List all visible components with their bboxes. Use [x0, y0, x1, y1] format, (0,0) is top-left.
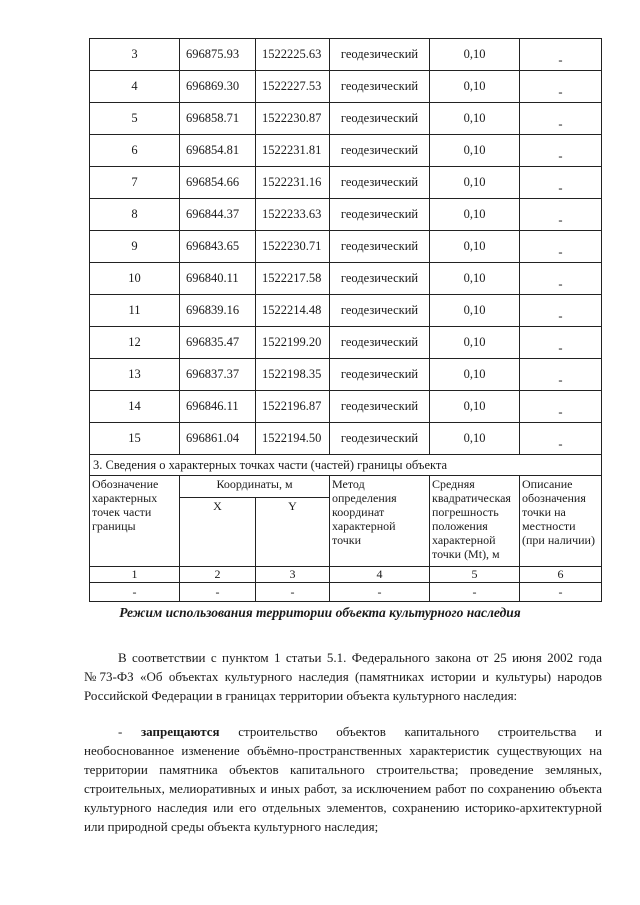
description-cell: -: [520, 167, 602, 199]
header-description: Описание обозначения точки на местности (при наличии): [520, 476, 602, 567]
table-row: [90, 263, 602, 295]
table-row: [90, 71, 602, 103]
column-number: 4: [330, 567, 430, 583]
point-number-cell: 12: [90, 327, 180, 359]
description-cell: -: [520, 327, 602, 359]
description-cell: -: [520, 423, 602, 455]
prohibited-keyword: запрещаются: [140, 724, 220, 739]
coord-y-cell: 1522199.20: [256, 327, 330, 359]
empty-cell: -: [430, 583, 520, 602]
description-cell: -: [520, 359, 602, 391]
coord-x-cell: 696869.30: [180, 71, 256, 103]
point-number-cell: 13: [90, 359, 180, 391]
method-cell: геодезический: [330, 135, 430, 167]
point-number-cell: 7: [90, 167, 180, 199]
coord-y-cell: 1522231.16: [256, 167, 330, 199]
header-x: X: [180, 498, 256, 567]
error-value-cell: 0,10: [430, 423, 520, 455]
error-value-cell: 0,10: [430, 359, 520, 391]
error-value-cell: 0,10: [430, 39, 520, 71]
coord-x-cell: 696844.37: [180, 199, 256, 231]
header-error: Средняя квадратическая погрешность положения характерной точки (Mt), м: [430, 476, 520, 567]
empty-cell: -: [90, 583, 180, 602]
point-number-cell: 8: [90, 199, 180, 231]
table-row: [90, 199, 602, 231]
header-method: Метод определения координат характерной точки: [330, 476, 430, 567]
point-number-cell: 4: [90, 71, 180, 103]
method-cell: геодезический: [330, 359, 430, 391]
table-row: [90, 391, 602, 423]
empty-cell: -: [520, 583, 602, 602]
coord-x-cell: 696858.71: [180, 103, 256, 135]
section3-title: 3. Сведения о характерных точках части (частей) границы объекта: [90, 455, 602, 476]
point-number-cell: 10: [90, 263, 180, 295]
error-value-cell: 0,10: [430, 103, 520, 135]
section3-table: [90, 455, 602, 602]
header-y: Y: [256, 498, 330, 567]
empty-data-row: [90, 583, 602, 602]
description-cell: -: [520, 71, 602, 103]
paragraph-body: строительство объектов капитального строительства и необоснованное изменение объёмно-пространственных характеристик существующих на территории памятника объектов капитального строительства; проведение земляных, строительных, мелиоративных и иных работ, за исключением работ по сохранению объекта культурного наследия или его отдельных элементов, сохранению историко-архитектурной или природной среды объекта культурного наследия;: [84, 724, 602, 834]
error-value-cell: 0,10: [430, 199, 520, 231]
column-number: 5: [430, 567, 520, 583]
table-row: [90, 295, 602, 327]
description-cell: -: [520, 263, 602, 295]
table-row: [90, 423, 602, 455]
point-number-cell: 6: [90, 135, 180, 167]
description-cell: -: [520, 231, 602, 263]
coord-x-cell: 696839.16: [180, 295, 256, 327]
point-number-cell: 3: [90, 39, 180, 71]
error-value-cell: 0,10: [430, 231, 520, 263]
column-number: 6: [520, 567, 602, 583]
coord-y-cell: 1522194.50: [256, 423, 330, 455]
point-number-cell: 15: [90, 423, 180, 455]
point-number-cell: 5: [90, 103, 180, 135]
coord-x-cell: 696837.37: [180, 359, 256, 391]
column-numbers-row: [90, 567, 602, 583]
paragraph-prohibitions: [84, 722, 602, 836]
coord-x-cell: 696875.93: [180, 39, 256, 71]
paragraph-prefix: -: [118, 724, 141, 739]
table-row: [90, 231, 602, 263]
coordinates-table: [89, 38, 602, 602]
method-cell: геодезический: [330, 71, 430, 103]
table-row: [90, 39, 602, 71]
error-value-cell: 0,10: [430, 135, 520, 167]
method-cell: геодезический: [330, 327, 430, 359]
column-number: 1: [90, 567, 180, 583]
method-cell: геодезический: [330, 199, 430, 231]
table-row: [90, 359, 602, 391]
error-value-cell: 0,10: [430, 295, 520, 327]
coord-x-cell: 696843.65: [180, 231, 256, 263]
method-cell: геодезический: [330, 39, 430, 71]
error-value-cell: 0,10: [430, 327, 520, 359]
coord-y-cell: 1522198.35: [256, 359, 330, 391]
coordinates-table-body: [90, 39, 602, 455]
regime-title: Режим использования территории объекта культурного наследия: [119, 605, 521, 620]
description-cell: -: [520, 391, 602, 423]
error-value-cell: 0,10: [430, 391, 520, 423]
table-row: [90, 327, 602, 359]
coord-y-cell: 1522231.81: [256, 135, 330, 167]
description-cell: -: [520, 135, 602, 167]
table-row: [90, 135, 602, 167]
point-number-cell: 9: [90, 231, 180, 263]
coord-y-cell: 1522230.71: [256, 231, 330, 263]
error-value-cell: 0,10: [430, 263, 520, 295]
coord-y-cell: 1522230.87: [256, 103, 330, 135]
coord-x-cell: 696846.11: [180, 391, 256, 423]
method-cell: геодезический: [330, 295, 430, 327]
method-cell: геодезический: [330, 231, 430, 263]
coord-x-cell: 696840.11: [180, 263, 256, 295]
empty-cell: -: [256, 583, 330, 602]
coord-y-cell: 1522227.53: [256, 71, 330, 103]
description-cell: -: [520, 103, 602, 135]
method-cell: геодезический: [330, 167, 430, 199]
method-cell: геодезический: [330, 391, 430, 423]
coord-x-cell: 696854.66: [180, 167, 256, 199]
table-row: [90, 167, 602, 199]
coord-y-cell: 1522233.63: [256, 199, 330, 231]
column-number: 2: [180, 567, 256, 583]
description-cell: -: [520, 39, 602, 71]
coord-x-cell: 696861.04: [180, 423, 256, 455]
error-value-cell: 0,10: [430, 71, 520, 103]
method-cell: геодезический: [330, 103, 430, 135]
empty-cell: -: [330, 583, 430, 602]
header-coordinates: Координаты, м: [180, 476, 330, 498]
header-designation: Обозначение характерных точек части границы: [90, 476, 180, 567]
column-number: 3: [256, 567, 330, 583]
coord-y-cell: 1522196.87: [256, 391, 330, 423]
table-row: [90, 103, 602, 135]
paragraph-law-reference: В соответствии с пунктом 1 статьи 5.1. Федерального закона от 25 июня 2002 года №73-ФЗ «Об объектах культурного наследия (памятниках истории и культуры) народов Российской Федерации в границах территории объекта культурного наследия:: [84, 650, 602, 703]
method-cell: геодезический: [330, 423, 430, 455]
coord-x-cell: 696854.81: [180, 135, 256, 167]
description-cell: -: [520, 199, 602, 231]
coord-y-cell: 1522225.63: [256, 39, 330, 71]
coord-y-cell: 1522217.58: [256, 263, 330, 295]
coord-y-cell: 1522214.48: [256, 295, 330, 327]
method-cell: геодезический: [330, 263, 430, 295]
error-value-cell: 0,10: [430, 167, 520, 199]
coord-x-cell: 696835.47: [180, 327, 256, 359]
point-number-cell: 14: [90, 391, 180, 423]
description-cell: -: [520, 295, 602, 327]
empty-cell: -: [180, 583, 256, 602]
point-number-cell: 11: [90, 295, 180, 327]
